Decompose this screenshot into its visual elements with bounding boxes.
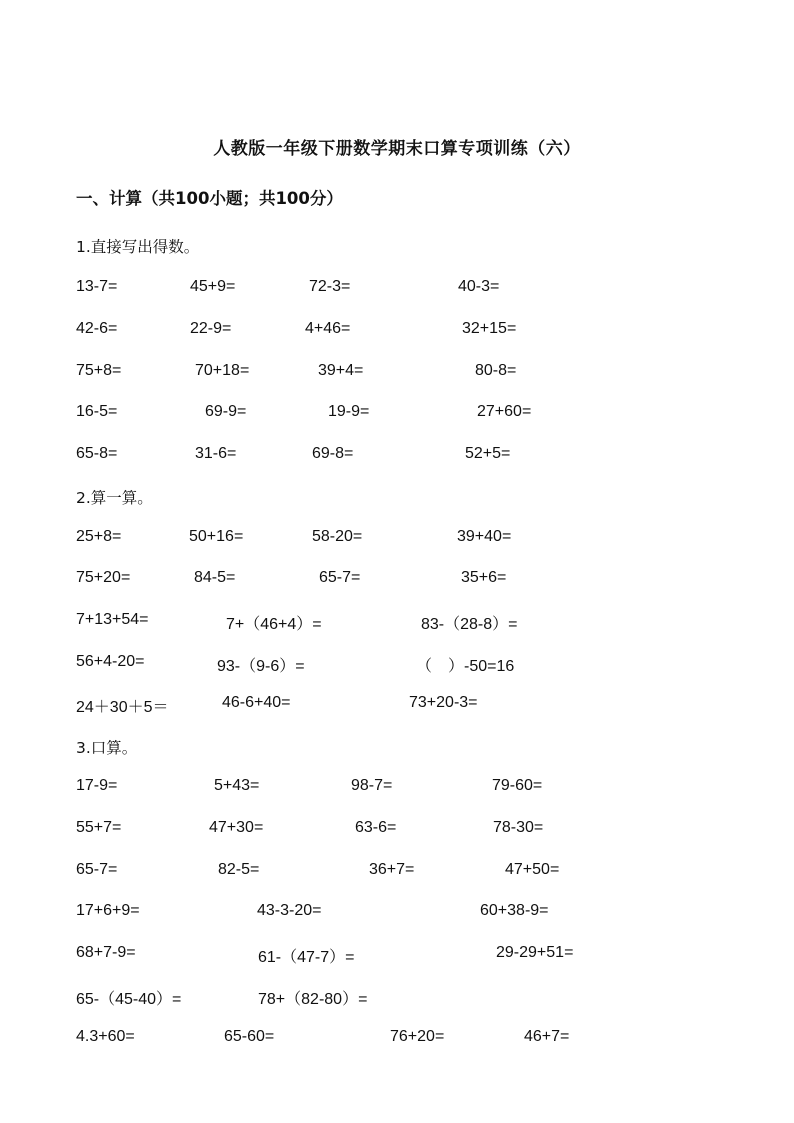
- problem: 65-60=: [224, 1028, 275, 1045]
- problem-row: [0, 445, 794, 469]
- problem-row: [0, 569, 794, 593]
- problem: 19-9=: [328, 403, 370, 420]
- problem: 47+30=: [209, 819, 264, 836]
- problem: 75+20=: [76, 569, 131, 586]
- problem: 75+8=: [76, 362, 122, 379]
- problem: 93-（9-6）=: [217, 658, 305, 675]
- problem: 45+9=: [190, 278, 236, 295]
- problem: 83-（28-8）=: [421, 616, 518, 633]
- part-3-heading: 3.口算。: [76, 739, 138, 757]
- problem: 82-5=: [218, 861, 260, 878]
- problem: 76+20=: [390, 1028, 445, 1045]
- problem: 5+43=: [214, 777, 260, 794]
- problem-row: [0, 528, 794, 552]
- problem: 22-9=: [190, 320, 232, 337]
- problem: 68+7-9=: [76, 944, 136, 961]
- problem: 65-7=: [76, 861, 118, 878]
- problem: 46+7=: [524, 1028, 570, 1045]
- problem: 46-6+40=: [222, 694, 291, 711]
- problem: 40-3=: [458, 278, 500, 295]
- problem: 72-3=: [309, 278, 351, 295]
- problem-row: [0, 861, 794, 885]
- problem: 78+（82-80）=: [258, 991, 368, 1008]
- problem: 13-7=: [76, 278, 118, 295]
- problem: 17-9=: [76, 777, 118, 794]
- problem-row: [0, 403, 794, 427]
- problem: 29-29+51=: [496, 944, 574, 961]
- problem-row: [0, 819, 794, 843]
- problem: 24＋30＋5＝: [76, 699, 169, 716]
- problem: 79-60=: [492, 777, 543, 794]
- problem: 98-7=: [351, 777, 393, 794]
- problem-row: [0, 944, 794, 968]
- problem: 58-20=: [312, 528, 363, 545]
- problem: 4.3+60=: [76, 1028, 135, 1045]
- problem: （ ）-50=16: [416, 658, 515, 675]
- problem: 69-9=: [205, 403, 247, 420]
- problem: 84-5=: [194, 569, 236, 586]
- problem: 65-（45-40）=: [76, 991, 182, 1008]
- problem-row: [0, 320, 794, 344]
- part-1-heading: 1.直接写出得数。: [76, 238, 200, 256]
- problem: 80-8=: [475, 362, 517, 379]
- problem-row: [0, 902, 794, 926]
- problem: 36+7=: [369, 861, 415, 878]
- problem-row: [0, 362, 794, 386]
- problem: 69-8=: [312, 445, 354, 462]
- problem: 65-7=: [319, 569, 361, 586]
- problem: 50+16=: [189, 528, 244, 545]
- problem: 73+20-3=: [409, 694, 478, 711]
- problem: 78-30=: [493, 819, 544, 836]
- problem-row: [0, 986, 794, 1010]
- problem: 65-8=: [76, 445, 118, 462]
- problem: 32+15=: [462, 320, 517, 337]
- problem-row: [0, 278, 794, 302]
- problem: 7+13+54=: [76, 611, 149, 628]
- problem: 7+（46+4）=: [226, 616, 322, 633]
- problem: 63-6=: [355, 819, 397, 836]
- problem: 60+38-9=: [480, 902, 549, 919]
- section-heading: 一、计算（共100小题；共100分）: [76, 189, 343, 208]
- problem: 35+6=: [461, 569, 507, 586]
- page-title: 人教版一年级下册数学期末口算专项训练（六）: [213, 139, 581, 159]
- problem: 61-（47-7）=: [258, 949, 355, 966]
- problem: 16-5=: [76, 403, 118, 420]
- problem-row: [0, 777, 794, 801]
- problem-row: [0, 611, 794, 635]
- problem: 31-6=: [195, 445, 237, 462]
- problem: 4+46=: [305, 320, 351, 337]
- problem: 52+5=: [465, 445, 511, 462]
- problem: 43-3-20=: [257, 902, 322, 919]
- problem: 56+4-20=: [76, 653, 145, 670]
- problem: 25+8=: [76, 528, 122, 545]
- problem: 39+4=: [318, 362, 364, 379]
- problem: 27+60=: [477, 403, 532, 420]
- problem: 42-6=: [76, 320, 118, 337]
- problem: 39+40=: [457, 528, 512, 545]
- problem: 17+6+9=: [76, 902, 140, 919]
- problem-row: [0, 1028, 794, 1052]
- part-2-heading: 2.算一算。: [76, 489, 153, 507]
- problem-row: [0, 694, 794, 718]
- problem-row: [0, 653, 794, 677]
- problem: 70+18=: [195, 362, 250, 379]
- problem: 55+7=: [76, 819, 122, 836]
- problem: 47+50=: [505, 861, 560, 878]
